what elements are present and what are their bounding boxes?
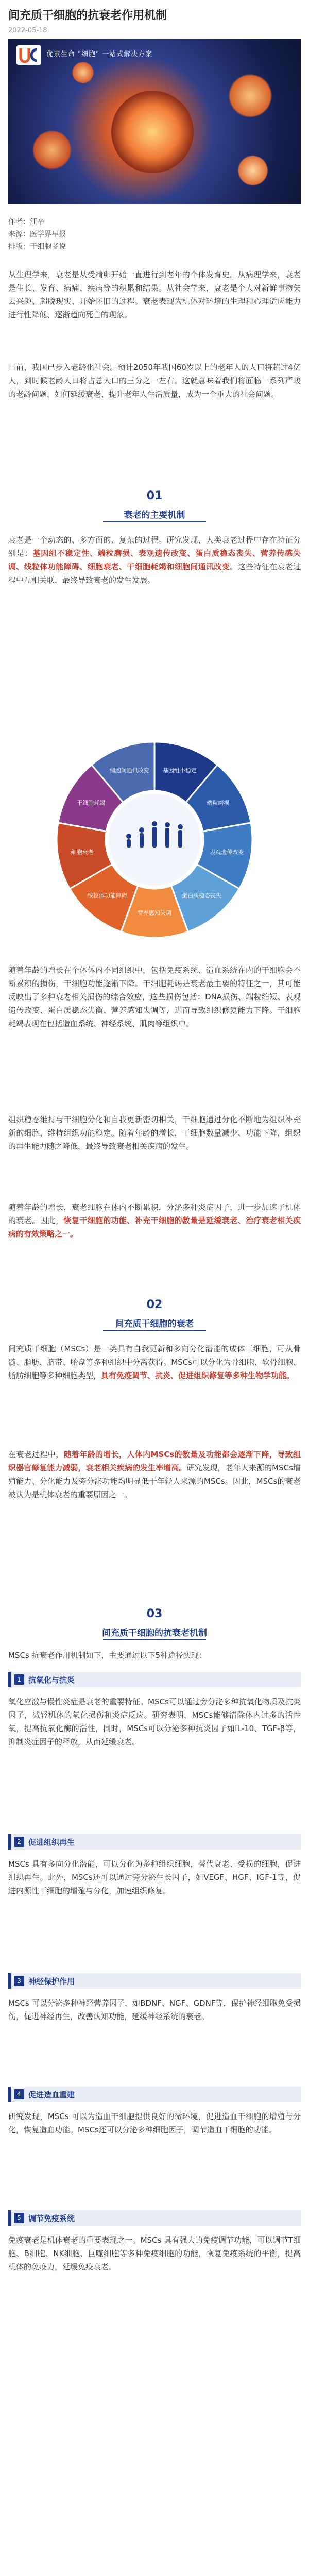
intro-paragraph-2: 目前，我国已步入老龄化社会。预计2050年我国60岁以上的老年人的人口将超过4亿人，到时候老龄人口将占总人口的三分之一左右。这就意味着我们将面临一系列严峻的老龄问题，如何延缓衰老、提升老年人生活质量，成为一个重大的社会问题。 xyxy=(8,363,301,399)
section-3-number: 03 xyxy=(146,1607,163,1620)
wheel-label: 基因组不稳定 xyxy=(162,767,197,774)
banner-brand-text: 优素生命 "细胞" 一站式解决方案 xyxy=(46,50,153,58)
wheel-label: 线粒体功能障碍 xyxy=(87,892,127,900)
section-1-divider xyxy=(103,521,206,522)
highlight-span: 随着年龄的增长，人体内MSCs的数量及功能都会逐渐下降，导致组织器官修复能力减弱，衰老相关疾病的发生率增高。 xyxy=(8,1450,301,1472)
mechanism-heading-1 xyxy=(8,1672,301,1687)
cell-illustration xyxy=(70,60,96,86)
mechanism-text-3: MSCs 可以分泌多种神经营养因子，如BDNF、NGF、GDNF等，保护神经细胞免受损伤，促进神经再生，改善认知功能，延缓神经系统的衰老。 xyxy=(8,1998,301,2021)
mechanism-number: 1 xyxy=(14,1674,24,1685)
section-2-title: 间充质干细胞的衰老 xyxy=(115,1319,194,1329)
section-3-divider xyxy=(103,1639,206,1640)
mechanism-heading-4 xyxy=(8,2087,301,2102)
article-date: 2022-05-18 xyxy=(8,27,47,35)
section-1-paragraph-3: 组织稳态维持与干细胞分化和自我更新密切相关，干细胞通过分化不断地为组织补充新的细胞，维持组织功能稳定。随着年龄的增长，干细胞数量减少、功能下降，组织的再生能力随之降低，最终导致衰老相关疾病的发生。 xyxy=(8,1115,301,1151)
text-span: 间充质干细胞（MSCs）是一类具有自我更新和多向分化潜能的成体干细胞，可从骨髓、脂肪、脐带、胎盘等多种组织中分离获得。MSCs可以分化为骨细胞、软骨细胞、脂肪细胞等多种细胞类型， xyxy=(8,1344,301,1380)
unicell-logo-icon xyxy=(15,44,42,66)
section-2-paragraph-1 xyxy=(8,1342,301,1382)
text-span: 衰老是一个动态的、多方面的、复杂的过程。研究发现，人类衰老过程中存在特征分别是： xyxy=(8,535,301,558)
wheel-label: 表观遗传改变 xyxy=(210,849,244,856)
text-span: 研究发现，老年人来源的MSCs增殖能力、分化能力及旁分泌功能均明显低于年轻人来源的MSCs。因此，MSCs的衰老被认为是机体衰老的重要原因之一。 xyxy=(8,1463,301,1499)
wheel-label: 细胞衰老 xyxy=(71,849,94,856)
cover-banner xyxy=(8,39,301,204)
intro-paragraph-1: 从生理学来，衰老是从受精卵开始一直进行到老年的个体发育史。从病理学来，衰老是生长、发育、病痛、疾病等的积累和结果。从社会学来，衰老是个人对新鲜事物失去兴趣、超脱现实、开始怀旧的过程。衰老表现为机体对环境的生理和心理适应能力进行性降低、逐渐趋向死亡的现象。 xyxy=(8,270,301,319)
mechanism-heading-5 xyxy=(8,2210,301,2226)
editor-line: 排版：干细胞者说 xyxy=(8,243,66,251)
mechanism-number: 5 xyxy=(14,2213,24,2223)
section-2-number: 02 xyxy=(146,1298,163,1311)
section-3-intro: MSCs 抗衰老作用机制如下，主要通过以下5种途径实现： xyxy=(8,1651,207,1660)
mechanism-number: 4 xyxy=(14,2089,24,2099)
section-1-paragraph-1 xyxy=(8,533,301,587)
mechanism-title: 抗氧化与抗炎 xyxy=(28,1675,75,1685)
mechanism-text-2: MSCs 具有多向分化潜能，可以分化为多种组织细胞，替代衰老、受损的细胞，促进组织再生。此外，MSCs还可以通过旁分泌生长因子，如VEGF、HGF、IGF-1等，促进内源性干细胞的增殖与分化，加速组织修复。 xyxy=(8,1859,301,1895)
section-2-divider xyxy=(103,1330,206,1331)
section-2-paragraph-2 xyxy=(8,1448,301,1501)
aging-hallmarks-wheel xyxy=(52,737,258,943)
highlight-span: 恢复干细胞的功能、补充干细胞的数量是延缓衰老、治疗衰老相关疾病的有效策略之一。 xyxy=(8,1216,301,1239)
wheel-label: 蛋白质稳态丧失 xyxy=(182,892,222,900)
mechanism-text-5: 免疫衰老是机体衰老的重要表现之一。MSCs 具有强大的免疫调节功能，可以调节T细胞、B细胞、NK细胞、巨噬细胞等多种免疫细胞的功能，恢复免疫系统的平衡，提高机体的免疫力，延缓免疫衰老。 xyxy=(8,2235,301,2272)
mechanism-text-1: 氧化应激与慢性炎症是衰老的重要特征。MSCs可以通过旁分泌多种抗氧化物质及抗炎因子，减轻机体的氧化损伤和炎症反应。研究表明，MSCs能够清除体内过多的活性氧，提高抗氧化酶的活性，同时，MSCs可以分泌多种抗炎因子如IL-10、TGF-β等，抑制炎症因子的释放，从而延缓衰老。 xyxy=(8,1697,301,1747)
section-3-title: 间充质干细胞的抗衰老机制 xyxy=(102,1628,207,1638)
highlight-span: 基因组不稳定性、端粒磨损、表观遗传改变、蛋白质稳态丧失、营养传感失调、线粒体功能障碍、细胞衰老、干细胞耗竭和细胞间通讯改变 xyxy=(8,549,301,571)
wheel-label: 端粒磨损 xyxy=(207,799,230,806)
text-span: 随着年龄的增长，衰老细胞在体内不断累积，分泌多种炎症因子，进一步加速了机体的衰老。因此， xyxy=(8,1202,301,1225)
mechanism-heading-3 xyxy=(8,1973,301,1989)
mechanism-number: 2 xyxy=(14,1837,24,1847)
cell-illustration xyxy=(225,70,276,122)
mechanism-title: 调节免疫系统 xyxy=(28,2214,75,2223)
wheel-label: 细胞间通讯改变 xyxy=(109,767,149,774)
wheel-label: 干细胞耗竭 xyxy=(77,799,106,806)
section-1-title: 衰老的主要机制 xyxy=(124,510,185,520)
text-span: 在衰老过程中， xyxy=(8,1450,64,1459)
mechanism-heading-2 xyxy=(8,1834,301,1850)
mechanism-title: 促进造血重建 xyxy=(28,2090,75,2099)
section-1-paragraph-4 xyxy=(8,1200,301,1241)
author-line: 作者：江辛 xyxy=(8,218,44,226)
source-line: 来源：医学界早报 xyxy=(8,230,66,239)
highlight-span: 具有免疫调节、抗炎、促进组织修复等多种生物学功能。 xyxy=(101,1371,295,1380)
section-1-paragraph-2: 随着年龄的增长在个体体内不同组织中，包括免疫系统、造血系统在内的干细胞会不断累积的损伤，干细胞功能逐渐下降。干细胞耗竭是衰老最主要的特征之一，其可能反映出了多种衰老相关损伤的综合效应，这些损伤包括：DNA损伤、端粒缩短、表观遗传改变、蛋白质稳态失衡、营养感知失调等，进而导致组织修复能力下降。干细胞耗竭表现在包括造血系统、神经系统、肌肉等组织中。 xyxy=(8,965,301,1028)
mechanism-text-4: 研究发现，MSCs 可以为造血干细胞提供良好的微环境，促进造血干细胞的增殖与分化，恢复造血功能。MSCs还可以分泌多种细胞因子，调节造血干细胞的功能。 xyxy=(8,2112,301,2134)
section-1-number: 01 xyxy=(146,489,163,502)
mechanism-title: 促进组织再生 xyxy=(28,1838,75,1847)
article-title: 间充质干细胞的抗衰老作用机制 xyxy=(8,9,167,22)
mechanism-title: 神经保护作用 xyxy=(28,1977,75,1986)
cell-illustration xyxy=(29,127,75,173)
wheel-label: 营养感知失调 xyxy=(138,909,171,917)
text-span: 。这些特征在衰老过程中互相关联，最终导致衰老的发生发展。 xyxy=(8,562,301,585)
cell-illustration xyxy=(111,91,194,173)
mechanism-number: 3 xyxy=(14,1976,24,1986)
cell-illustration xyxy=(235,152,271,189)
